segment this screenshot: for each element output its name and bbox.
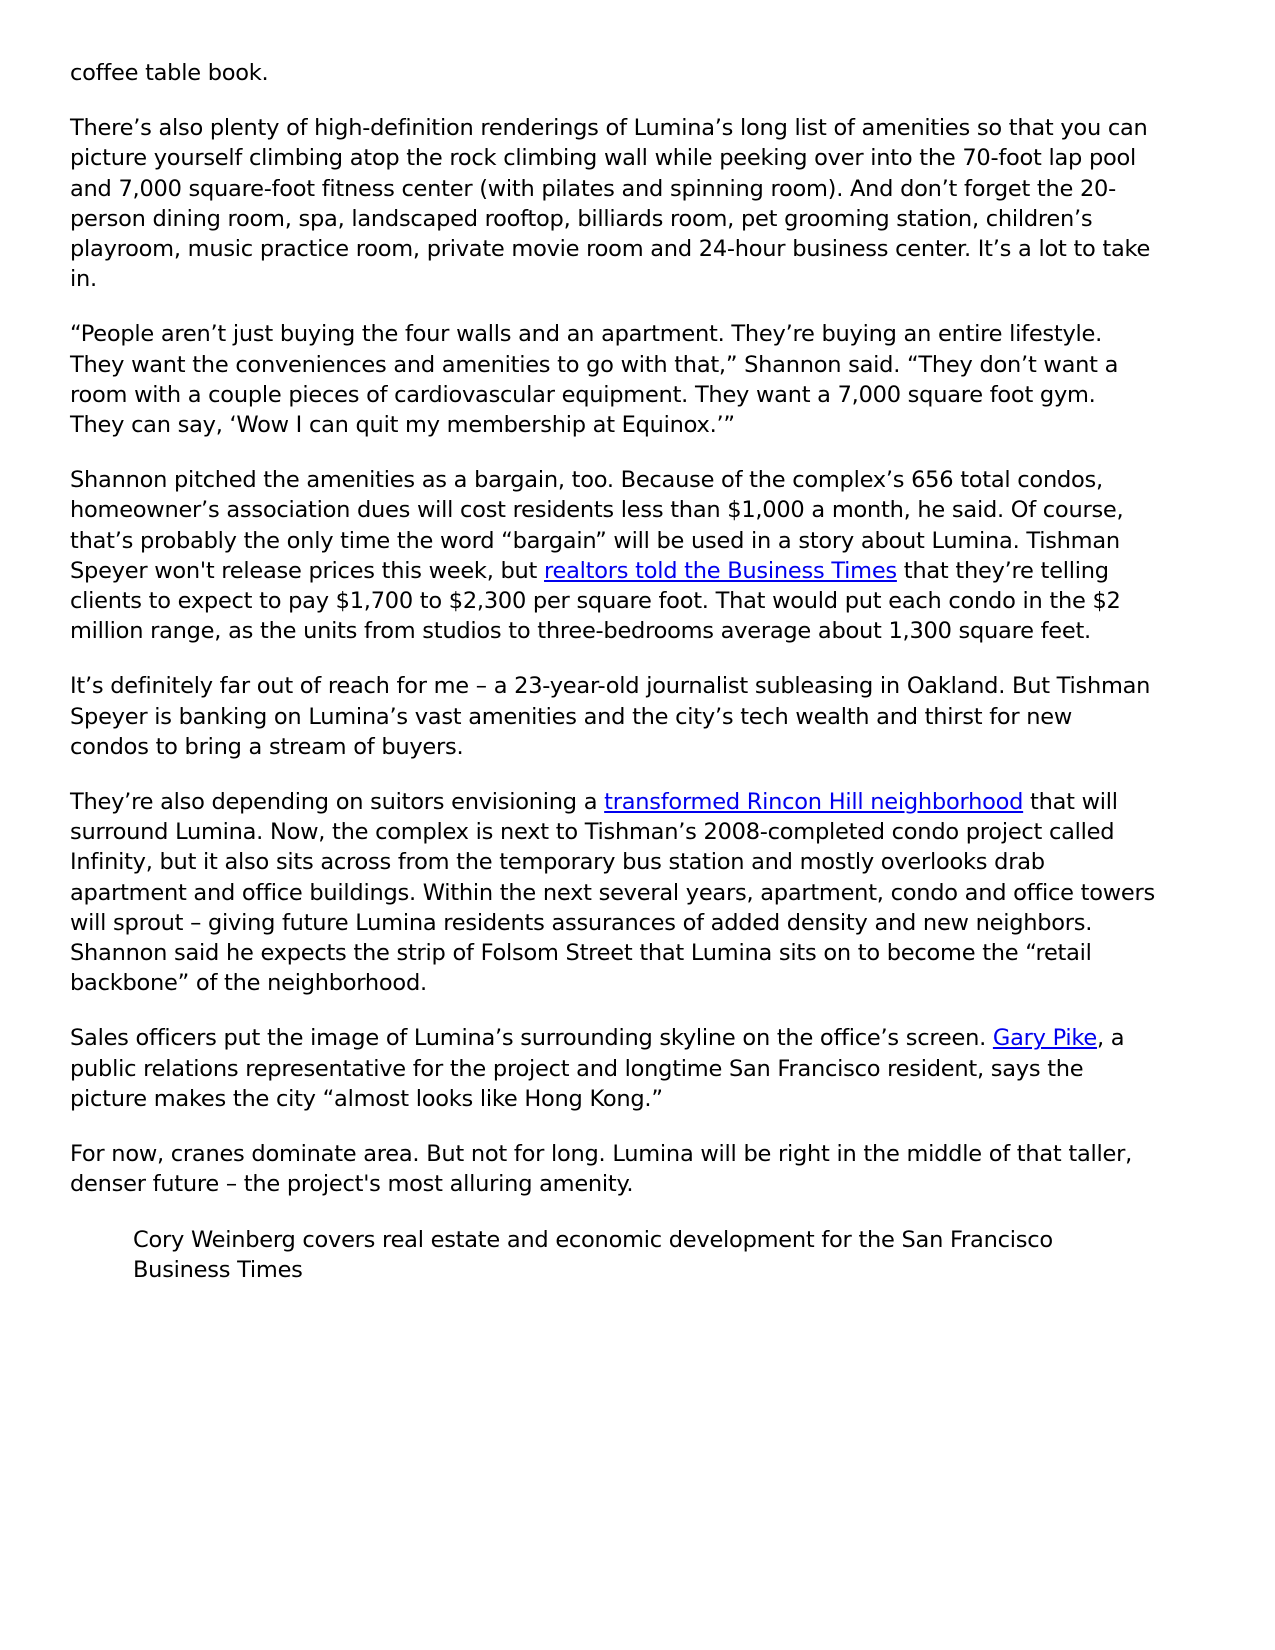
paragraph-rincon-hill (70, 787, 1155, 998)
paragraph-continuation: coffee table book. (70, 60, 269, 86)
paragraph-amenities: There’s also plenty of high-definition renderings of Lumina’s long list of amenities so that you can picture yourself climbing atop the rock climbing wall while peeking over into the 70-foot lap pool and 7,000 square-foot fitness center (with pilates and spinning room). And don’t forget the 20-person dining room, spa, landscaped rooftop, billiards room, pet grooming station, children’s playroom, music practice room, private movie room and 24-hour business center. It’s a lot to take in. (70, 115, 1151, 293)
paragraph-rincon-text-before: They’re also depending on suitors envisioning a (70, 789, 605, 816)
rincon-hill-neighborhood-link[interactable]: transformed Rincon Hill neighborhood (604, 789, 1024, 816)
author-byline: Cory Weinberg covers real estate and economic development for the San Francisco Business Times (133, 1226, 1053, 1283)
paragraph-skyline (70, 1023, 1155, 1114)
paragraph-rincon-text-after: that will surround Lumina. Now, the complex is next to Tishman’s 2008-completed condo project called Infinity, but it also sits across from the temporary bus station and mostly overlooks drab apartment and office buildings. Within the next several years, apartment, condo and office towers will sprout – giving future Lumina residents assurances of added density and new neighbors. Shannon said he expects the strip of Folsom Street that Lumina sits on to become the “retail backbone” of the neighborhood. (70, 789, 1155, 997)
paragraph-shannon-quote: “People aren’t just buying the four walls and an apartment. They’re buying an entire lifestyle. They want the conveniences and amenities to go with that,” Shannon said. “They don’t want a room with a couple pieces of cardiovascular equipment. They want a 7,000 square foot gym. They can say, ‘Wow I can quit my membership at Equinox.’” (70, 321, 1119, 439)
paragraph-skyline-text-after: , a public relations representative for the project and longtime San Francisco resident, says the picture makes the city “almost looks like Hong Kong.” (70, 1025, 1125, 1112)
paragraph-bargain-text-after: that they’re telling clients to expect to pay $1,700 to $2,300 per square foot. That would put each condo in the $2 million range, as the units from studios to three-bedrooms average about 1,300 square feet. (70, 557, 1121, 645)
gary-pike-link[interactable]: Gary Pike (992, 1025, 1097, 1052)
paragraph-skyline-text-before: Sales officers put the image of Lumina’s surrounding skyline on the office’s screen. (70, 1025, 993, 1052)
paragraph-cranes: For now, cranes dominate area. But not for long. Lumina will be right in the middle of that taller, denser future – the project's most alluring amenity. (70, 1141, 1132, 1198)
document-page (70, 58, 1155, 1285)
realtors-business-times-link[interactable]: realtors told the Business Times (544, 557, 897, 584)
paragraph-reach: It’s definitely far out of reach for me – a 23-year-old journalist subleasing in Oakland. But Tishman Speyer is banking on Lumina’s vast amenities and the city’s tech wealth and thirst for new condos to bring a stream of buyers. (70, 673, 1151, 760)
paragraph-bargain (70, 465, 1155, 646)
paragraph-bargain-text-before: Shannon pitched the amenities as a bargain, too. Because of the complex’s 656 total condos, homeowner’s association dues will cost residents less than $1,000 a month, he said. Of course, that’s probably the only time the word “bargain” will be used in a story about Lumina. Tishman Speyer won't release prices this week, but (70, 467, 1124, 584)
